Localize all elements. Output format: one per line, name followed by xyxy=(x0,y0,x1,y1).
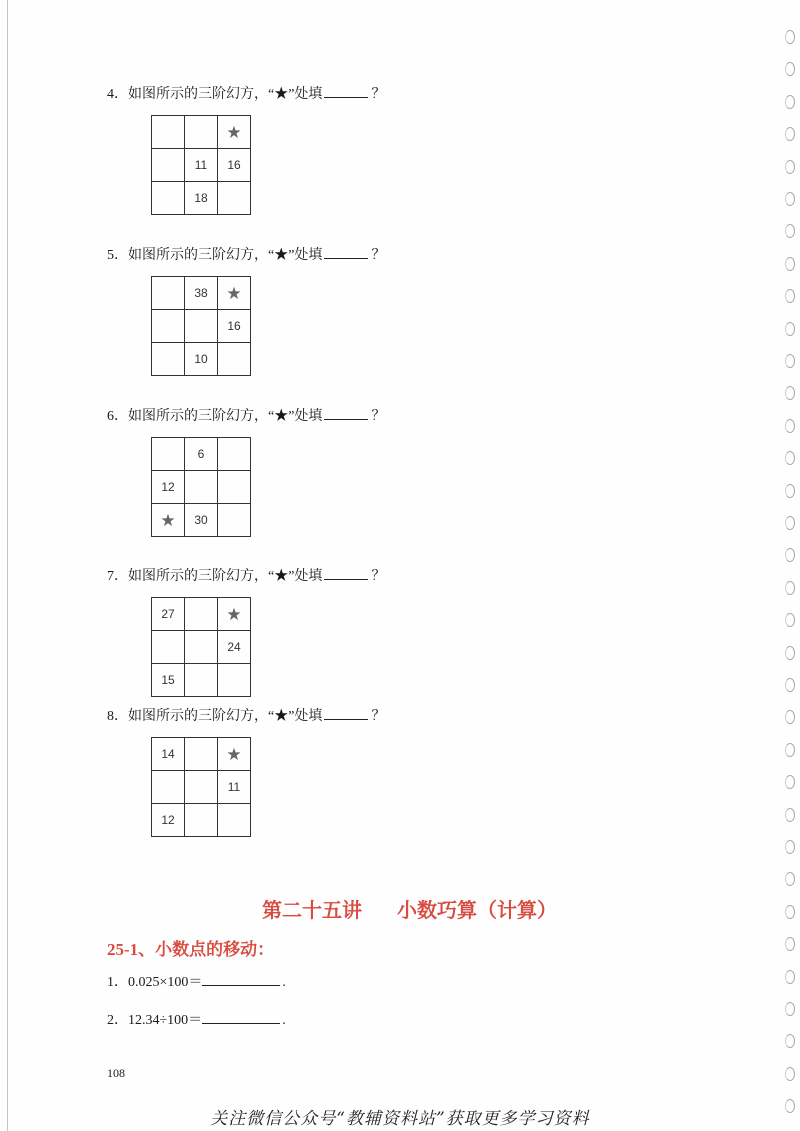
question-mark: ？ xyxy=(371,87,386,102)
magic-square-grid xyxy=(151,276,251,376)
binding-ring xyxy=(785,743,795,757)
binding-ring xyxy=(785,905,795,919)
binding-ring xyxy=(785,322,795,336)
exercise-expression: 0.025×100＝ xyxy=(128,975,203,990)
grid-cell xyxy=(152,343,185,376)
problem-8 xyxy=(107,708,385,837)
binding-ring xyxy=(785,646,795,660)
grid-cell xyxy=(185,738,218,771)
grid-cell: 11 xyxy=(218,771,251,804)
binding-ring xyxy=(785,1034,795,1048)
grid-cell xyxy=(218,343,251,376)
binding-ring xyxy=(785,30,795,44)
binding-ring xyxy=(785,613,795,627)
problem-number: 5． xyxy=(107,248,128,263)
grid-cell xyxy=(152,310,185,343)
problem-number: 8． xyxy=(107,709,128,724)
problem-number: 4． xyxy=(107,87,128,102)
grid-cell: 6 xyxy=(185,438,218,471)
grid-cell xyxy=(185,598,218,631)
problem-text: 如图所示的三阶幻方，“★”处填 xyxy=(128,569,323,584)
grid-cell xyxy=(152,116,185,149)
grid-cell: 15 xyxy=(152,664,185,697)
exercise-end: . xyxy=(282,1013,286,1028)
star-icon: ★ xyxy=(226,744,242,764)
binding-ring xyxy=(785,192,795,206)
magic-square-grid xyxy=(151,737,251,837)
grid-cell xyxy=(185,771,218,804)
binding-ring xyxy=(785,775,795,789)
grid-cell: 12 xyxy=(152,804,185,837)
problem-7 xyxy=(107,568,385,697)
grid-cell xyxy=(185,664,218,697)
problem-text: 如图所示的三阶幻方，“★”处填 xyxy=(128,248,323,263)
binding-ring xyxy=(785,95,795,109)
grid-cell xyxy=(152,149,185,182)
problem-text: 如图所示的三阶幻方，“★”处填 xyxy=(128,87,323,102)
binding-ring xyxy=(785,354,795,368)
grid-cell: 11 xyxy=(185,149,218,182)
answer-blank xyxy=(324,708,368,720)
problem-text: 如图所示的三阶幻方，“★”处填 xyxy=(128,709,323,724)
binding-ring xyxy=(785,840,795,854)
binding-ring xyxy=(785,257,795,271)
problem-6 xyxy=(107,408,385,537)
answer-blank xyxy=(324,86,368,98)
binding-ring xyxy=(785,386,795,400)
question-mark: ？ xyxy=(371,248,386,263)
exercise-expression: 12.34÷100＝ xyxy=(128,1013,203,1028)
grid-cell-star xyxy=(218,116,251,149)
problem-question xyxy=(107,408,385,426)
grid-cell: 30 xyxy=(185,504,218,537)
grid-cell xyxy=(152,771,185,804)
star-icon: ★ xyxy=(226,122,242,142)
grid-cell xyxy=(152,277,185,310)
grid-cell xyxy=(152,438,185,471)
star-icon: ★ xyxy=(226,283,242,303)
grid-cell xyxy=(218,438,251,471)
binding-ring xyxy=(785,548,795,562)
magic-square-grid xyxy=(151,437,251,537)
binding-ring xyxy=(785,678,795,692)
grid-cell: 10 xyxy=(185,343,218,376)
grid-cell xyxy=(218,804,251,837)
magic-square-grid xyxy=(151,115,251,215)
exercise-end: . xyxy=(282,975,286,990)
grid-cell: 14 xyxy=(152,738,185,771)
problem-question xyxy=(107,247,385,265)
question-mark: ？ xyxy=(371,569,386,584)
answer-blank xyxy=(202,974,280,986)
magic-square-grid xyxy=(151,597,251,697)
grid-cell xyxy=(218,182,251,215)
grid-cell: 16 xyxy=(218,149,251,182)
lecture-heading xyxy=(262,898,557,922)
grid-cell xyxy=(218,504,251,537)
grid-cell: 24 xyxy=(218,631,251,664)
answer-blank xyxy=(324,247,368,259)
problem-question xyxy=(107,568,385,586)
binding-ring xyxy=(785,419,795,433)
grid-cell-star xyxy=(218,277,251,310)
binding-ring xyxy=(785,127,795,141)
exercise-number: 1． xyxy=(107,975,128,990)
grid-cell xyxy=(218,664,251,697)
grid-cell: 12 xyxy=(152,471,185,504)
binding-ring xyxy=(785,451,795,465)
page-left-edge-line xyxy=(7,0,8,1131)
grid-cell: 18 xyxy=(185,182,218,215)
problem-number: 6． xyxy=(107,409,128,424)
problem-4 xyxy=(107,86,385,215)
binding-ring xyxy=(785,62,795,76)
binding-ring xyxy=(785,710,795,724)
binding-ring xyxy=(785,1002,795,1016)
exercise-number: 2． xyxy=(107,1013,128,1028)
grid-cell xyxy=(152,631,185,664)
lecture-topic: 小数巧算（计算） xyxy=(397,898,557,922)
problem-question xyxy=(107,708,385,726)
binding-ring xyxy=(785,970,795,984)
binding-ring xyxy=(785,937,795,951)
problem-5 xyxy=(107,247,385,376)
question-mark: ？ xyxy=(371,709,386,724)
binding-ring xyxy=(785,484,795,498)
grid-cell-star xyxy=(218,738,251,771)
grid-cell xyxy=(218,471,251,504)
answer-blank xyxy=(324,408,368,420)
binding-ring xyxy=(785,808,795,822)
problem-text: 如图所示的三阶幻方，“★”处填 xyxy=(128,409,323,424)
problem-question xyxy=(107,86,385,104)
grid-cell: 16 xyxy=(218,310,251,343)
exercise-1 xyxy=(107,974,286,992)
grid-cell: 27 xyxy=(152,598,185,631)
star-icon: ★ xyxy=(226,604,242,624)
binding-ring xyxy=(785,289,795,303)
grid-cell xyxy=(185,471,218,504)
binding-ring xyxy=(785,224,795,238)
grid-cell xyxy=(185,116,218,149)
grid-cell xyxy=(152,182,185,215)
grid-cell-star xyxy=(152,504,185,537)
grid-cell-star xyxy=(218,598,251,631)
binding-ring xyxy=(785,160,795,174)
binding-ring xyxy=(785,1067,795,1081)
star-icon: ★ xyxy=(160,510,176,530)
exercise-2 xyxy=(107,1012,286,1030)
section-heading: 25-1、小数点的移动： xyxy=(107,940,275,959)
answer-blank xyxy=(202,1012,280,1024)
binding-ring xyxy=(785,581,795,595)
grid-cell xyxy=(185,310,218,343)
grid-cell xyxy=(185,804,218,837)
grid-cell: 38 xyxy=(185,277,218,310)
problem-number: 7． xyxy=(107,569,128,584)
binding-ring xyxy=(785,516,795,530)
lecture-title: 第二十五讲 xyxy=(262,898,362,922)
binding-ring xyxy=(785,872,795,886)
answer-blank xyxy=(324,568,368,580)
grid-cell xyxy=(185,631,218,664)
question-mark: ？ xyxy=(371,409,386,424)
page-number: 108 xyxy=(107,1066,125,1080)
footer-note: 关注微信公众号“教辅资料站”获取更多学习资料 xyxy=(210,1109,590,1129)
